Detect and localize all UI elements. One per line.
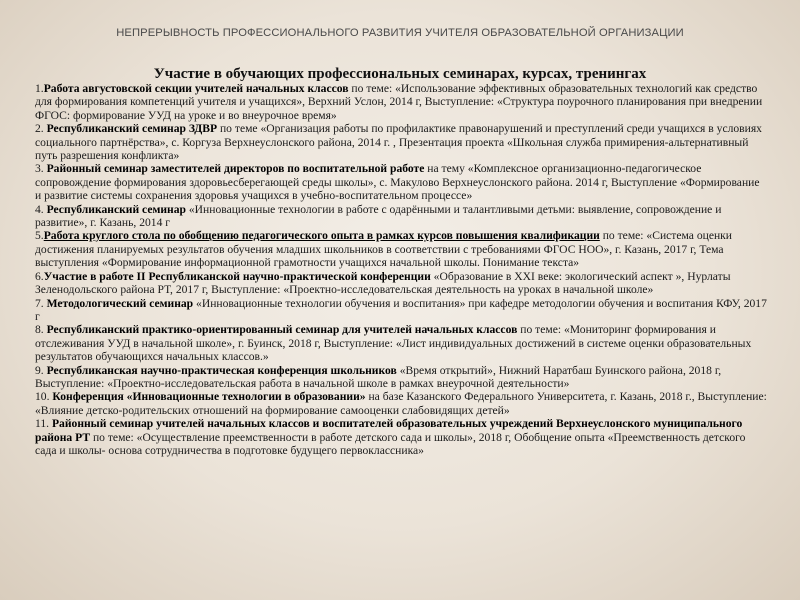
entry-event: Республиканский семинар ЗДВР — [46, 122, 218, 136]
list-item — [35, 229, 767, 269]
list-item — [35, 270, 767, 297]
entry-event: Районный семинар учителей начальных классов и воспитателей образовательных учреждений Верхнеуслонского муниципального района РТ — [35, 417, 743, 444]
entry-details: по теме: «Использование эффективных образовательных технологий как средство для формирования компетенций учителя и учащихся», Верхний Услон, 2014 г, Выступление: «Структура поурочного планирования при внедрении ФГОС: формирование УУД на уроке и во внеурочное время» — [35, 82, 763, 122]
list-item — [35, 417, 767, 457]
entry-details: на тему «Комплексное организационно-педагогическое сопровождение формирования здоровьесберегающей среды школы», с. Макулово Верхнеуслонского района. 2014 г, Выступление «Формирование и развитие системы сохранения здоровья учащихся в учебно-воспитательном процессе» — [35, 162, 760, 203]
entry-details: «Образование в XXI веке: экологический аспект », Нурлаты Зеленодольского района РТ, 2017 г, Выступление: «Проектно-исследовательская деятельность на уроках в начальной школе» — [35, 269, 731, 297]
entry-details: «Инновационные технологии обучения и воспитания» при кафедре методологии обучения и воспитания КФУ, 2017 г — [35, 296, 767, 323]
entry-event: Методологический семинар — [46, 296, 194, 310]
list-item — [35, 82, 767, 122]
entry-details: на базе Казанского Федерального Университета, г. Казань, 2018 г., Выступление: «Влияние детско-родительских отношений на формирование самооценки слабовидящих детей» — [35, 390, 767, 417]
entry-event: Работа круглого стола по обобщению педагогического опыта в рамках курсов повышения квалификации — [43, 229, 600, 243]
entry-event: Конференция «Инновационные технологии в образовании» — [52, 390, 366, 404]
list-item — [35, 203, 767, 230]
entry-details: по теме «Организация работы по профилактике правонарушений и преступлений среди учащихся в условиях социального партнёрства», с. Коргуза Верхнеуслонского района, 2014 г. , Презентация проекта «Школьная служба примирения-альтернативный путь разрешения конфликта» — [35, 122, 762, 163]
entry-number: 8. — [35, 323, 47, 337]
entry-event: Работа августовской секции учителей начальных классов — [43, 82, 349, 95]
list-item — [35, 297, 767, 324]
entry-event: Республиканский практико-ориентированный семинар для учителей начальных классов — [46, 323, 518, 337]
page-title: НЕПРЕРЫВНОСТЬ ПРОФЕССИОНАЛЬНОГО РАЗВИТИЯ УЧИТЕЛЯ ОБРАЗОВАТЕЛЬНОЙ ОРГАНИЗАЦИИ — [116, 27, 684, 39]
entry-number: 1. — [35, 82, 44, 95]
entry-number: 10. — [35, 390, 53, 404]
list-item — [35, 390, 767, 417]
list-item — [35, 122, 767, 162]
entry-details: «Время открытий», Нижний Наратбаш Буинского района, 2018 г, Выступление: «Проектно-исследовательская работа в начальной школе в рамках внеурочной деятельности» — [35, 363, 722, 390]
entry-event: Республиканский семинар — [46, 202, 186, 216]
entry-number: 5. — [35, 229, 44, 243]
list-item — [35, 162, 767, 202]
entry-details: по теме: «Система оценки достижения планируемых результатов обучения младших школьников в соответствии с требованиями ФГОС НОО», г. Казань, 2017 г, Тема выступления «Формирование информационной грамотности учащихся начальной школы. Понимание текста» — [35, 229, 733, 270]
entry-number: 7. — [35, 296, 47, 310]
entry-number: 6. — [35, 269, 44, 283]
entry-event: Республиканская научно-практическая конференция школьников — [46, 363, 397, 377]
entry-number: 2. — [35, 122, 47, 136]
entry-details: по теме: «Осуществление преемственности в работе детского сада и школы», 2018 г, Обобщение опыта «Преемственность детского сада и школы- основа сотрудничества в подготовке будущего первоклассника» — [35, 430, 746, 457]
entry-event: Районный семинар заместителей директоров по воспитательной работе — [46, 162, 425, 176]
entries-list — [35, 82, 767, 457]
entry-number: 4. — [35, 202, 47, 216]
list-item — [35, 364, 767, 391]
list-item — [35, 323, 767, 363]
entry-event: Участие в работе II Республиканской научно-практической конференции — [43, 269, 431, 283]
entry-number: 9. — [35, 363, 47, 377]
entry-details: по теме: «Мониторинг формирования и отслеживания УУД в начальной школе», г. Буинск, 2018 г, Выступление: «Лист индивидуальных достижений в системе оценки образовательных результатов обучающихся начальных классов.» — [35, 323, 752, 364]
entry-number: 3. — [35, 162, 47, 176]
section-title: Участие в обучающих профессиональных семинарах, курсах, тренингах — [153, 66, 647, 82]
entry-details: «Инновационные технологии в работе с одарёнными и талантливыми детьми: выявление, сопровождение и развитие», г. Казань, 2014 г — [35, 202, 722, 230]
entry-number: 11. — [35, 417, 52, 431]
